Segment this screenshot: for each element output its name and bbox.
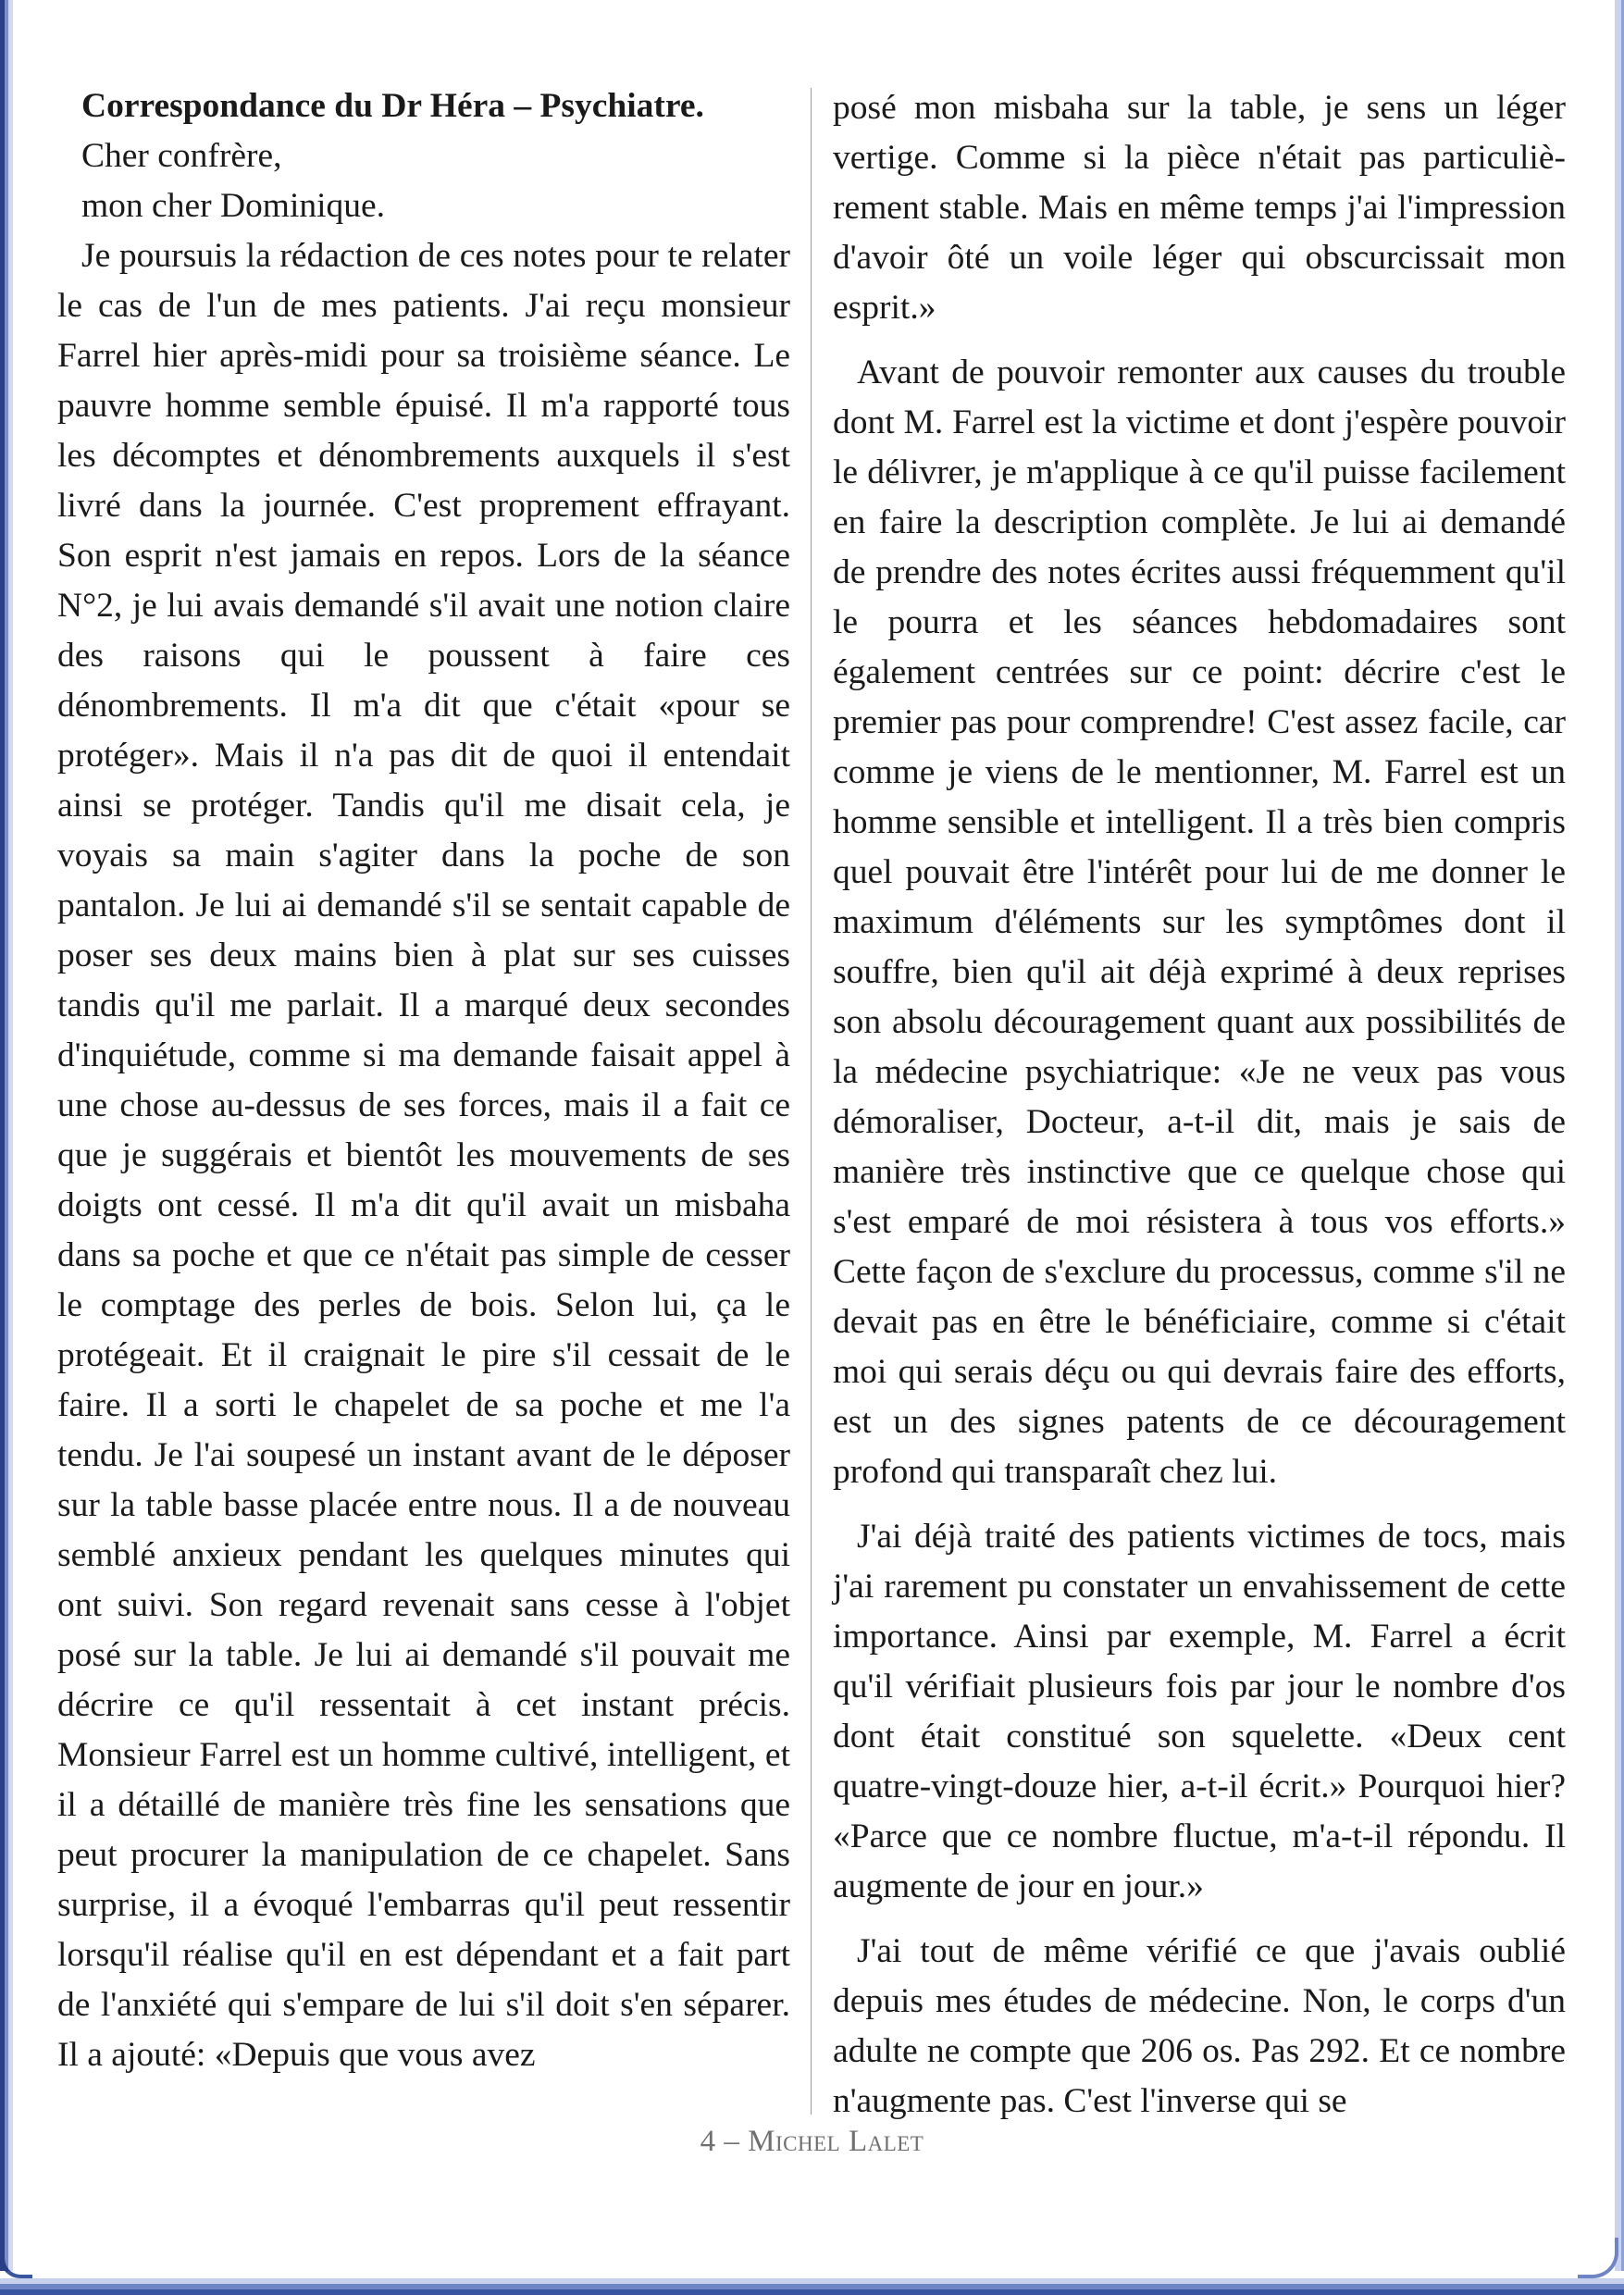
body-paragraph: J'ai tout de même vérifié ce que j'avais oublié depuis mes études de médecine. Non, le corps d'un adulte ne compte que 206 os. Pas 292. Et ce nombre n'augmente pas. C'est l'inverse qui se (833, 1932, 1566, 2120)
page-frame-right (1615, 0, 1624, 2295)
salutation-line-1: Cher confrère, (81, 137, 282, 175)
footer-separator: – (724, 2125, 740, 2158)
page-number: 4 (700, 2125, 716, 2158)
page-frame-left (0, 0, 13, 2295)
column-divider (811, 88, 812, 2115)
salutation-line-2: mon cher Dominique. (81, 187, 386, 225)
page-footer (0, 2125, 1624, 2159)
body-paragraph: Je poursuis la rédaction de ces notes pour te relater le cas de l'un de mes patients. J'ai reçu monsieur Farrel hier après-midi pour sa troisième séance. Le pauvre homme semble épuisé. Il m'a rapporté tous les décomptes et dénombrements auxquels il s'est livré dans la journée. C'est proprement effrayant. Son esprit n'est jamais en repos. Lors de la séance N°2, je lui avais demandé s'il avait une notion claire des raisons qui le poussent à faire ces dénombrements. Il m'a dit que c'était «pour se protéger». Mais il n'a pas dit de quoi il entendait ainsi se protéger. Tandis qu'il me disait cela, je voyais sa main s'agiter dans la poche de son pantalon. Je lui ai demandé s'il se sentait capable de poser ses deux mains bien à plat sur ses cuisses tandis qu'il me parlait. Il a marqué deux secondes d'inquiétude, comme si ma demande faisait appel à une chose au-dessus de ses forces, mais il a fait ce que je suggérais et bientôt les mouvements de ses doigts ont cessé. Il m'a dit qu'il avait un misbaha dans sa poche et que ce n'était pas simple de cesser le comptage des perles de bois. Selon lui, ça le protégeait. Et il craignait le pire s'il cessait de le faire. Il a sorti le chapelet de sa poche et me l'a tendu. Je l'ai soupesé un instant avant de le déposer sur la table basse placée entre nous. Il a de nouveau semblé anxieux pendant les quelques minutes qui ont suivi. Son regard revenait sans cesse à l'objet posé sur la table. Je lui ai demandé s'il pouvait me décrire ce qu'il ressentait à cet instant précis. Monsieur Farrel est un homme cultivé, intelligent, et il a détaillé de manière très fine les sensations que peut procurer la manipulation de ce chapelet. Sans surprise, il a évoqué l'embarras qu'il peut ressentir lorsqu'il réalise qu'il en est dépendant et a fait part de l'anxiété qui s'empare de lui s'il doit s'en séparer. Il a ajouté: «Depuis que vous avez (57, 237, 790, 2074)
page-frame-bottom (0, 2271, 1624, 2295)
right-column (833, 83, 1566, 2127)
letter-heading: Correspondance du Dr Héra – Psychiatre. (81, 87, 704, 125)
left-column (57, 81, 790, 2080)
body-paragraph: posé mon misbaha sur la table, je sens un léger vertige. Comme si la pièce n'était pas particulièrement stable. Mais en même temps j'ai l'impression d'avoir ôté un voile léger qui obscurcissait mon esprit.» (833, 89, 1566, 327)
body-paragraph: J'ai déjà traité des patients victimes de tocs, mais j'ai rarement pu constater un envahissement de cette importance. Ainsi par exemple, M. Farrel a écrit qu'il vérifiait plusieurs fois par jour le nombre d'os dont était constitué son squelette. «Deux cent quatre-vingt-douze hier, a-t-il écrit.» Pourquoi hier? «Parce que ce nombre fluctue, m'a-t-il répondu. Il augmente de jour en jour.» (833, 1518, 1566, 1905)
footer-author: Michel Lalet (748, 2125, 924, 2158)
body-paragraph: Avant de pouvoir remonter aux causes du trouble dont M. Farrel est la victime et dont j'espère pouvoir le délivrer, je m'applique à ce qu'il puisse facilement en faire la description complète. Je lui ai demandé de prendre des notes écrites aussi fréquemment qu'il le pourra et les séances hebdomadaires sont également centrées sur ce point: décrire c'est le premier pas pour comprendre! C'est assez facile, car comme je viens de le mentionner, M. Farrel est un homme sensible et intelligent. Il a très bien compris quel pouvait être l'intérêt pour lui de me donner le maximum d'éléments sur les symptômes dont il souffre, bien qu'il ait déjà exprimé à deux reprises son absolu découragement quant aux possibilités de la médecine psychiatrique: «Je ne veux pas vous démoraliser, Docteur, a-t-il dit, mais je sais de manière très instinctive que ce quelque chose qui s'est emparé de moi résistera à tous vos efforts.» Cette façon de s'exclure du processus, comme s'il ne devait pas en être le bénéficiaire, comme si c'était moi qui serais déçu ou qui devrais faire des efforts, est un des signes patents de ce découragement profond qui transparaît chez lui. (833, 354, 1566, 1491)
